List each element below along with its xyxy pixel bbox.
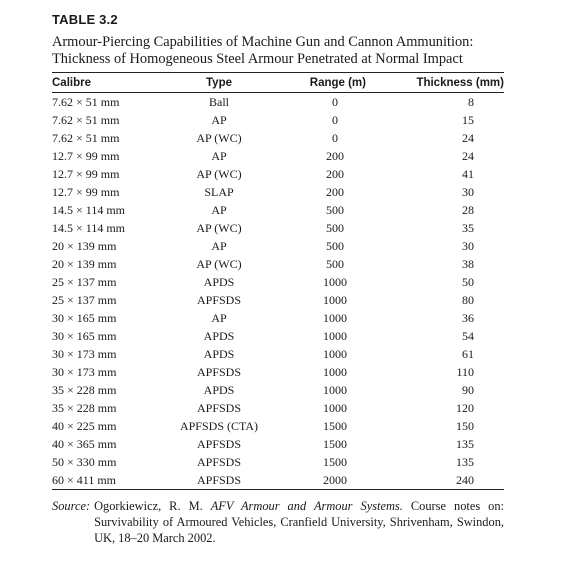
source-rest: Course notes on: Survivability of Armoured Vehicles, Cranfield University, Shrivenham, Swindon, UK, 18–20 March 2002.	[94, 499, 504, 545]
cell-type: AP (WC)	[196, 221, 242, 235]
cell-range: 1500	[323, 419, 347, 433]
table-row	[52, 471, 504, 490]
cell-type: AP	[211, 311, 227, 325]
table-row	[52, 453, 504, 471]
cell-type: AP	[211, 203, 227, 217]
cell-range: 1000	[323, 275, 347, 289]
cell-calibre: 25 × 137 mm	[52, 275, 117, 289]
table-row	[52, 291, 504, 309]
cell-range: 500	[326, 257, 344, 271]
column-header-type: Type	[164, 73, 274, 93]
cell-calibre: 40 × 225 mm	[52, 419, 117, 433]
source-body	[94, 498, 504, 546]
cell-thickness: 240	[374, 471, 504, 490]
table-header-row	[52, 73, 504, 93]
cell-type: AP	[211, 239, 227, 253]
cell-type: APFSDS	[196, 401, 242, 415]
table-row	[52, 417, 504, 435]
cell-type: AP (WC)	[196, 131, 242, 145]
cell-calibre: 14.5 × 114 mm	[52, 221, 125, 235]
table-row	[52, 255, 504, 273]
cell-range: 1000	[323, 365, 347, 379]
cell-thickness: 120	[456, 401, 474, 415]
table-row	[52, 327, 504, 345]
table-row	[52, 111, 504, 129]
cell-range: 500	[326, 239, 344, 253]
cell-thickness: 50	[462, 275, 474, 289]
cell-calibre: 12.7 × 99 mm	[52, 149, 120, 163]
table-row	[52, 93, 504, 112]
cell-thickness: 61	[462, 347, 474, 361]
cell-calibre: 7.62 × 51 mm	[52, 131, 120, 145]
cell-calibre: 35 × 228 mm	[52, 401, 117, 415]
cell-calibre: 60 × 411 mm	[52, 471, 164, 490]
cell-range: 2000	[274, 471, 374, 490]
cell-calibre: 20 × 139 mm	[52, 239, 117, 253]
cell-thickness: 35	[462, 221, 474, 235]
source-note	[52, 498, 504, 546]
cell-calibre: 20 × 139 mm	[52, 257, 117, 271]
cell-calibre: 25 × 137 mm	[52, 293, 117, 307]
cell-range: 1000	[323, 401, 347, 415]
cell-type: APDS	[203, 275, 235, 289]
cell-calibre: 30 × 165 mm	[52, 311, 117, 325]
table-row	[52, 345, 504, 363]
caption-line-2: Thickness of Homogeneous Steel Armour Penetrated at Normal Impact	[52, 51, 463, 67]
cell-thickness: 135	[456, 455, 474, 469]
cell-calibre: 14.5 × 114 mm	[52, 203, 125, 217]
table-caption	[52, 34, 504, 73]
table-row	[52, 165, 504, 183]
cell-type: APFSDS	[164, 471, 274, 490]
table-row	[52, 201, 504, 219]
cell-thickness: 24	[462, 149, 474, 163]
source-author: Ogorkiewicz, R. M.	[94, 499, 203, 513]
cell-calibre: 30 × 173 mm	[52, 347, 117, 361]
source-title: AFV Armour and Armour Systems.	[210, 499, 403, 513]
cell-type: SLAP	[204, 185, 234, 199]
table-row	[52, 435, 504, 453]
cell-thickness: 8	[468, 95, 474, 109]
cell-range: 200	[326, 185, 344, 199]
cell-range: 1000	[323, 383, 347, 397]
ammunition-table	[52, 73, 504, 490]
cell-calibre: 12.7 × 99 mm	[52, 167, 120, 181]
cell-type: APFSDS	[196, 455, 242, 469]
cell-thickness: 54	[462, 329, 474, 343]
cell-type: APFSDS	[196, 293, 242, 307]
cell-type: APDS	[203, 347, 235, 361]
column-header-range: Range (m)	[274, 73, 374, 93]
table-row	[52, 381, 504, 399]
cell-type: AP	[211, 113, 227, 127]
cell-range: 0	[332, 131, 338, 145]
cell-thickness: 135	[456, 437, 474, 451]
cell-thickness: 30	[462, 239, 474, 253]
cell-calibre: 35 × 228 mm	[52, 383, 117, 397]
table-row	[52, 219, 504, 237]
cell-thickness: 110	[456, 365, 474, 379]
cell-calibre: 30 × 173 mm	[52, 365, 117, 379]
cell-thickness: 28	[462, 203, 474, 217]
cell-range: 1000	[323, 311, 347, 325]
table-number: TABLE 3.2	[52, 12, 118, 27]
table-row	[52, 129, 504, 147]
cell-type: Ball	[209, 95, 229, 109]
table-row	[52, 183, 504, 201]
table-row	[52, 363, 504, 381]
cell-range: 500	[326, 203, 344, 217]
cell-range: 200	[326, 167, 344, 181]
cell-range: 500	[326, 221, 344, 235]
column-header-calibre: Calibre	[52, 73, 164, 93]
cell-calibre: 40 × 365 mm	[52, 437, 117, 451]
cell-range: 1000	[323, 293, 347, 307]
cell-range: 1500	[323, 437, 347, 451]
cell-calibre: 30 × 165 mm	[52, 329, 117, 343]
cell-thickness: 30	[462, 185, 474, 199]
cell-type: AP (WC)	[196, 257, 242, 271]
cell-range: 1000	[323, 347, 347, 361]
table-row	[52, 309, 504, 327]
cell-type: APFSDS	[196, 437, 242, 451]
column-header-thickness: Thickness (mm)	[374, 73, 504, 93]
table-row	[52, 237, 504, 255]
cell-thickness: 24	[462, 131, 474, 145]
cell-thickness: 90	[462, 383, 474, 397]
table-row	[52, 399, 504, 417]
table-row	[52, 147, 504, 165]
table-row	[52, 273, 504, 291]
cell-range: 1500	[323, 455, 347, 469]
cell-calibre: 7.62 × 51 mm	[52, 95, 120, 109]
cell-type: APDS	[203, 329, 235, 343]
cell-calibre: 7.62 × 51 mm	[52, 113, 120, 127]
table-page	[52, 10, 504, 546]
cell-type: AP	[211, 149, 227, 163]
cell-calibre: 12.7 × 99 mm	[52, 185, 120, 199]
cell-thickness: 150	[456, 419, 474, 433]
cell-thickness: 38	[462, 257, 474, 271]
cell-thickness: 36	[462, 311, 474, 325]
cell-range: 1000	[323, 329, 347, 343]
cell-thickness: 15	[462, 113, 474, 127]
table-body	[52, 93, 504, 490]
cell-range: 0	[332, 113, 338, 127]
cell-type: APFSDS (CTA)	[179, 419, 259, 433]
cell-range: 0	[332, 95, 338, 109]
cell-thickness: 80	[462, 293, 474, 307]
source-label: Source:	[52, 499, 91, 513]
cell-type: AP (WC)	[196, 167, 242, 181]
cell-type: APFSDS	[196, 365, 242, 379]
caption-line-1: Armour-Piercing Capabilities of Machine Gun and Cannon Ammunition:	[52, 34, 474, 50]
cell-calibre: 50 × 330 mm	[52, 455, 117, 469]
cell-type: APDS	[203, 383, 235, 397]
cell-thickness: 41	[462, 167, 474, 181]
cell-range: 200	[326, 149, 344, 163]
